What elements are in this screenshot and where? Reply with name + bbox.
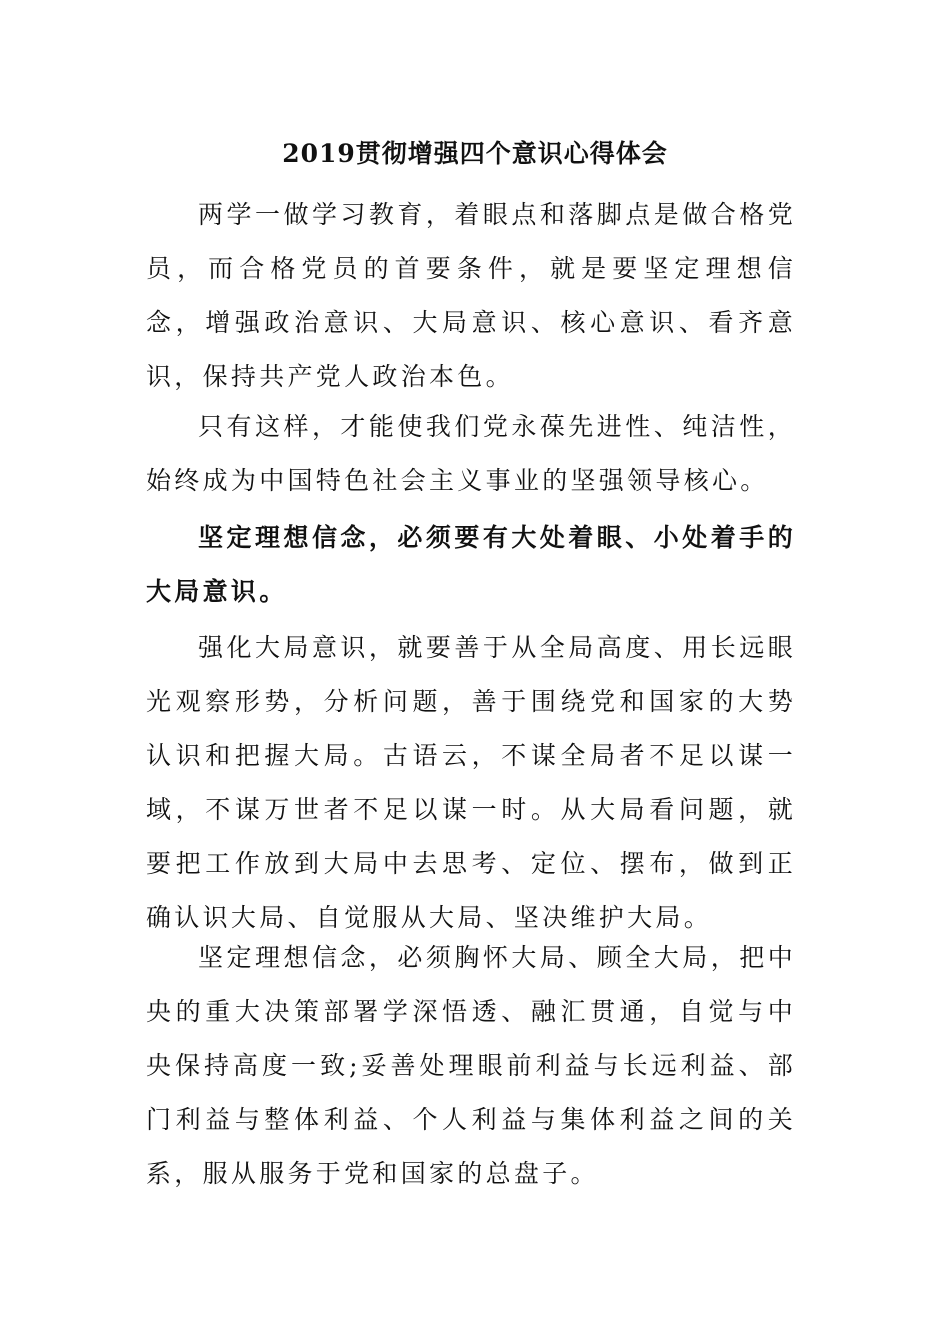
paragraph-text: 强化大局意识，就要善于从全局高度、用长远眼光观察形势，分析问题，善于围绕党和国家的大势认识和把握大局。古语云，不谋全局者不足以谋一域，不谋万世者不足以谋一时。从大局看问题，就要把工作放到大局中去思考、定位、摆布，做到正确认识大局、自觉服从大局、坚决维护大局。 [146,633,796,932]
paragraph-2 [146,400,796,508]
paragraph-text: 两学一做学习教育，着眼点和落脚点是做合格党员，而合格党员的首要条件，就是要坚定理想信念，增强政治意识、大局意识、核心意识、看齐意识，保持共产党人政治本色。 [146,200,796,391]
document-title: 2019贯彻增强四个意识心得体会 [282,139,668,168]
paragraph-3-heading [146,511,796,619]
bold-paragraph-text: 坚定理想信念，必须要有大处着眼、小处着手的大局意识。 [146,523,796,606]
paragraph-text: 只有这样，才能使我们党永葆先进性、纯洁性，始终成为中国特色社会主义事业的坚强领导核心。 [146,412,796,495]
paragraph-1 [146,188,796,404]
paragraph-text: 坚定理想信念，必须胸怀大局、顾全大局，把中央的重大决策部署学深悟透、融汇贯通，自觉与中央保持高度一致;妥善处理眼前利益与长远利益、部门利益与整体利益、个人利益与集体利益之间的关系，服从服务于党和国家的总盘子。 [146,943,796,1188]
paragraph-5 [146,931,796,1201]
paragraph-4 [146,621,796,945]
